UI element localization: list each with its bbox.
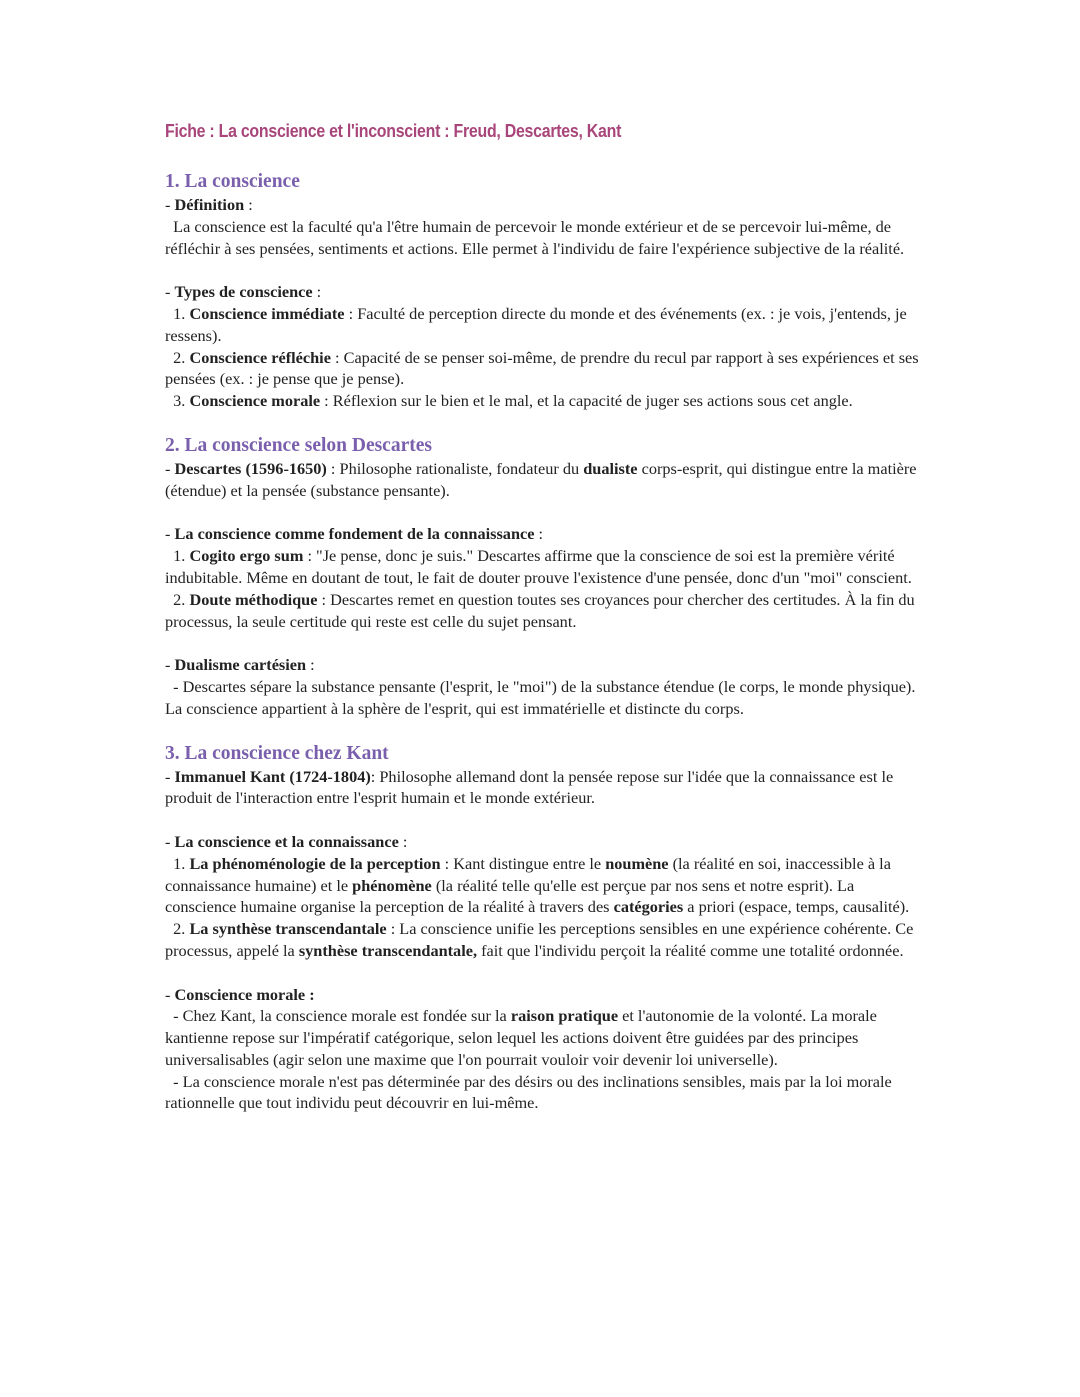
document-page: [165, 118, 925, 1114]
fondement-label-line: - La conscience comme fondement de la connaissance :: [165, 524, 544, 544]
document-title: Fiche : La conscience et l'inconscient : Freud, Descartes, Kant: [165, 120, 622, 141]
morale-label-line: - Conscience morale :: [165, 984, 315, 1004]
definition-label: Définition: [174, 195, 245, 214]
definition-label-line: - Définition :: [165, 195, 253, 214]
kant-intro: - Immanuel Kant (1724-1804): Philosophe allemand dont la pensée repose sur l'idée que la connaissance est le produit de l'interaction entre l'esprit humain et le monde extérieur.: [165, 766, 894, 808]
definition-text: La conscience est la faculté qu'a l'être humain de percevoir le monde extérieur et de se percevoir lui-même, de réfléchir à ses pensées, sentiments et actions. Elle permet à l'individu de faire l'expérience subjective de la réalité.: [165, 216, 905, 258]
section-heading-conscience: 1. La conscience: [165, 171, 300, 192]
type-item-1: 1. Conscience immédiate : Faculté de perception directe du monde et des événements (ex. : je vois, j'entends, je ressens).: [165, 303, 907, 345]
dualisme-text: - Descartes sépare la substance pensante (l'esprit, le "moi") de la substance étendue (le corps, le monde physique). La conscience appartient à la sphère de l'esprit, qui est immatérielle et distincte du corps.: [165, 676, 920, 718]
morale-para-2: - La conscience morale n'est pas déterminée par des désirs ou des inclinations sensibles, mais par la loi morale rationnelle que tout individu peut découvrir en lui-même.: [165, 1071, 896, 1113]
connaissance-label-line: - La conscience et la connaissance :: [165, 831, 408, 851]
descartes-intro: - Descartes (1596-1650) : Philosophe rationaliste, fondateur du dualiste corps-esprit, qui distingue entre la matière (étendue) et la pensée (substance pensante).: [165, 458, 917, 500]
section-heading-descartes: 2. La conscience selon Descartes: [165, 434, 432, 456]
phenomenologie-item: 1. La phénoménologie de la perception : Kant distingue entre le noumène (la réalité en soi, inaccessible à la connaissance humaine) et le phénomène (la réalité telle qu'elle est perçue par nos sens et notre esprit). La conscience humaine organise la perception de la réalité à travers des catégories a priori (espace, temps, causalité).: [165, 853, 910, 917]
synthese-item: 2. La synthèse transcendantale : La conscience unifie les perceptions sensibles en une expérience cohérente. Ce processus, appelé la synthèse transcendantale, fait que l'individu perçoit la réalité comme une totalité ordonnée.: [165, 919, 914, 960]
types-label-line: - Types de conscience :: [165, 282, 322, 302]
type-item-2: 2. Conscience réfléchie : Capacité de se penser soi-même, de prendre du recul par rapport à ses expériences et ses pensées (ex. : je pense que je pense).: [165, 347, 919, 389]
types-label: Types de conscience: [174, 282, 313, 302]
dualisme-label-line: - Dualisme cartésien :: [165, 655, 315, 675]
doute-item: 2. Doute méthodique : Descartes remet en question toutes ses croyances pour chercher des certitudes. À la fin du processus, la seule certitude qui reste est celle du sujet pensant.: [165, 589, 915, 631]
type-item-3: 3. Conscience morale : Réflexion sur le bien et le mal, et la capacité de juger ses actions sous cet angle.: [173, 391, 853, 411]
cogito-item: 1. Cogito ergo sum : "Je pense, donc je suis." Descartes affirme que la conscience de soi est la première vérité indubitable. Même en doutant de tout, le fait de douter prouve l'existence d'une pensée, donc d'un "moi" conscient.: [165, 546, 912, 587]
section-heading-kant: 3. La conscience chez Kant: [165, 742, 389, 764]
morale-para-1: - Chez Kant, la conscience morale est fondée sur la raison pratique et l'autonomie de la volonté. La morale kantienne repose sur l'impératif catégorique, selon lequel les actions doivent être guidées par des principes universalisables (agir selon une maxime que l'on pourrait vouloir voir devenir loi universelle).: [165, 1006, 881, 1069]
